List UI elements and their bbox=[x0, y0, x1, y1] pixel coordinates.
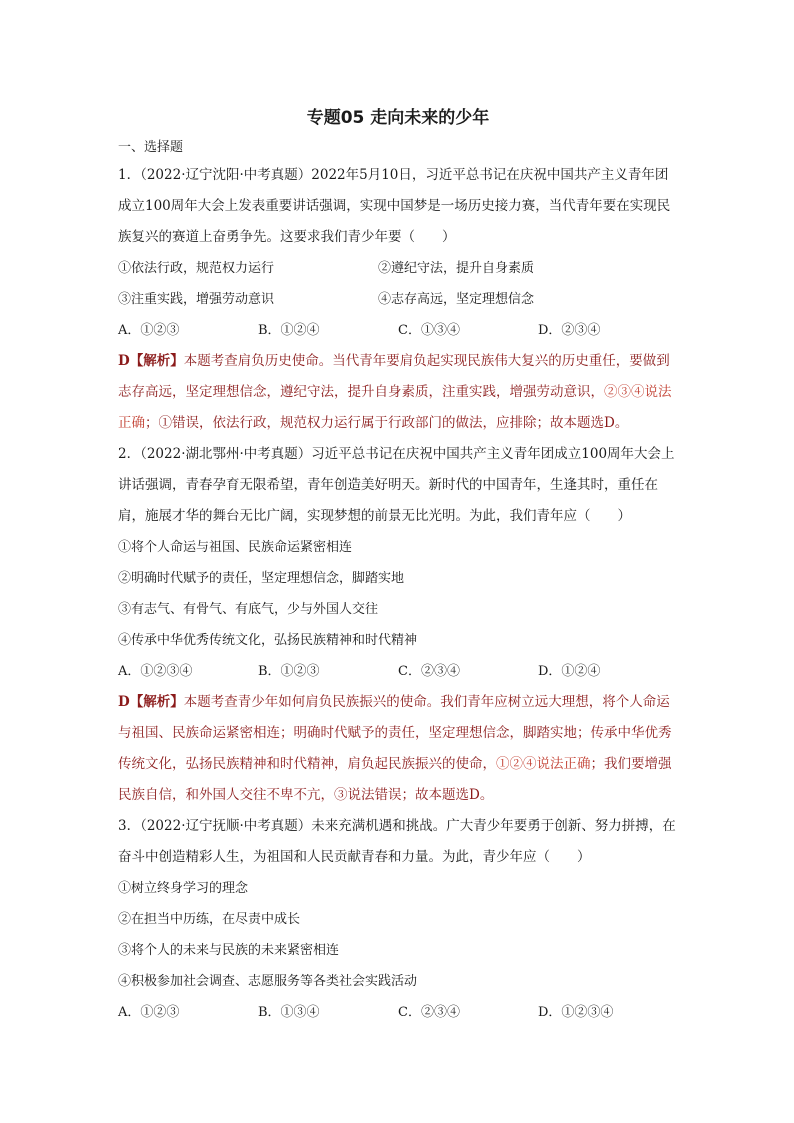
question-3-option-1: ①树立终身学习的理念 bbox=[118, 881, 249, 896]
question-1-option-3: ③注重实践，增强劳动意识 bbox=[118, 292, 275, 307]
question-3-stem: 3．（2022·辽宁抚顺·中考真题）未来充满机遇和挑战。广大青少年要勇于创新、努力拼搏，在奋斗中创造精彩人生，为祖国和人民贡献青春和力量。为此，青少年应（ ） bbox=[118, 818, 676, 865]
question-3-option-3: ③将个人的未来与民族的未来紧密相连 bbox=[118, 943, 340, 958]
question-3-option-2: ②在担当中历练，在尽责中成长 bbox=[118, 912, 301, 927]
question-2-option-4: ④传承中华优秀传统文化，弘扬民族精神和时代精神 bbox=[118, 633, 418, 648]
question-1-analysis-label: 【解析】 bbox=[129, 353, 184, 369]
question-2-option-2: ②明确时代赋予的责任，坚定理想信念，脚踏实地 bbox=[118, 571, 405, 586]
question-1-answer-letter: D bbox=[118, 353, 130, 369]
question-1-option-1: ①依法行政，规范权力运行 bbox=[118, 261, 275, 276]
question-3-choice-d: D．①②③④ bbox=[538, 1005, 614, 1020]
question-3-choice-c: C．②③④ bbox=[398, 1005, 460, 1020]
question-2-option-3: ③有志气、有骨气、有底气，少与外国人交往 bbox=[118, 602, 379, 617]
question-1-choice-d: D．②③④ bbox=[538, 323, 601, 338]
question-2-analysis-label: 【解析】 bbox=[129, 694, 184, 710]
question-1-analysis-text-1: 本题考查肩负历史使命。当代青年要肩负起实现民族伟大复兴的历史重任，要做到志存高远，坚定理想信念，遵纪守法，提升自身素质，注重实践，增强劳动意识， bbox=[118, 353, 670, 400]
question-1-choice-b: B．①②④ bbox=[258, 323, 320, 338]
question-1-stem: 1．（2022·辽宁沈阳·中考真题）2022年5月10日，习近平总书记在庆祝中国共产主义青年团成立100周年大会上发表重要讲话强调，实现中国梦是一场历史接力赛，当代青年要在实现民族复兴的赛道上奋勇争先。这要求我们青少年要（ ） bbox=[118, 167, 671, 245]
question-2-option-1: ①将个人命运与祖国、民族命运紧密相连 bbox=[118, 540, 353, 555]
question-2-choice-b: B．①②③ bbox=[258, 664, 320, 679]
question-3-choices bbox=[118, 997, 678, 1028]
question-2-analysis-text-2: ；我们要增强民族自信，和外国人交往不卑不亢，③说法错误；故本题选D。 bbox=[118, 756, 672, 803]
question-1-option-4: ④志存高远，坚定理想信念 bbox=[378, 292, 535, 307]
question-3-choice-b: B．①③④ bbox=[258, 1005, 320, 1020]
question-3-option-4: ④积极参加社会调查、志愿服务等各类社会实践活动 bbox=[118, 974, 418, 989]
question-1-choice-a: A．①②③ bbox=[118, 323, 180, 338]
question-2-analysis-highlight: ①②④说法正确 bbox=[496, 756, 591, 772]
page-title: 专题05 走向未来的少年 bbox=[306, 108, 490, 128]
question-1-options-row-2 bbox=[118, 284, 678, 315]
section-heading: 一、选择题 bbox=[118, 140, 184, 155]
question-1 bbox=[118, 160, 678, 439]
question-1-analysis-highlight: ②③④说法正确 bbox=[118, 384, 672, 431]
question-2-analysis-text-1: 本题考查青少年如何肩负民族振兴的使命。我们青年应树立远大理想，将个人命运与祖国、民族命运紧密相连；明确时代赋予的责任，坚定理想信念，脚踏实地；传承中华优秀传统文化，弘扬民族精神和时代精神，肩负起民族振兴的使命， bbox=[118, 694, 672, 772]
question-2-analysis bbox=[118, 687, 678, 811]
question-2-choice-d: D．①②④ bbox=[538, 664, 601, 679]
question-2-choice-a: A．①②③④ bbox=[118, 664, 193, 679]
question-2 bbox=[118, 439, 678, 811]
question-2-stem: 2．（2022·湖北鄂州·中考真题）习近平总书记在庆祝中国共产主义青年团成立100周年大会上讲话强调，青春孕育无限希望，青年创造美好明天。新时代的中国青年，生逢其时，重任在肩，施展才华的舞台无比广阔，实现梦想的前景无比光明。为此，我们青年应（ ） bbox=[118, 446, 675, 524]
question-1-choices bbox=[118, 315, 678, 346]
document-content bbox=[118, 104, 678, 1028]
question-1-option-2: ②遵纪守法，提升自身素质 bbox=[378, 261, 535, 276]
question-3-choice-a: A．①②③ bbox=[118, 1005, 180, 1020]
question-1-options-row-1 bbox=[118, 253, 678, 284]
question-2-answer-letter: D bbox=[118, 694, 130, 710]
question-2-choice-c: C．②③④ bbox=[398, 664, 460, 679]
question-2-choices bbox=[118, 656, 678, 687]
question-1-analysis-text-2: ；①错误，依法行政，规范权力运行属于行政部门的做法，应排除；故本题选D。 bbox=[145, 415, 629, 431]
question-1-choice-c: C．①③④ bbox=[398, 323, 460, 338]
question-3 bbox=[118, 811, 678, 1028]
question-1-analysis bbox=[118, 346, 678, 439]
